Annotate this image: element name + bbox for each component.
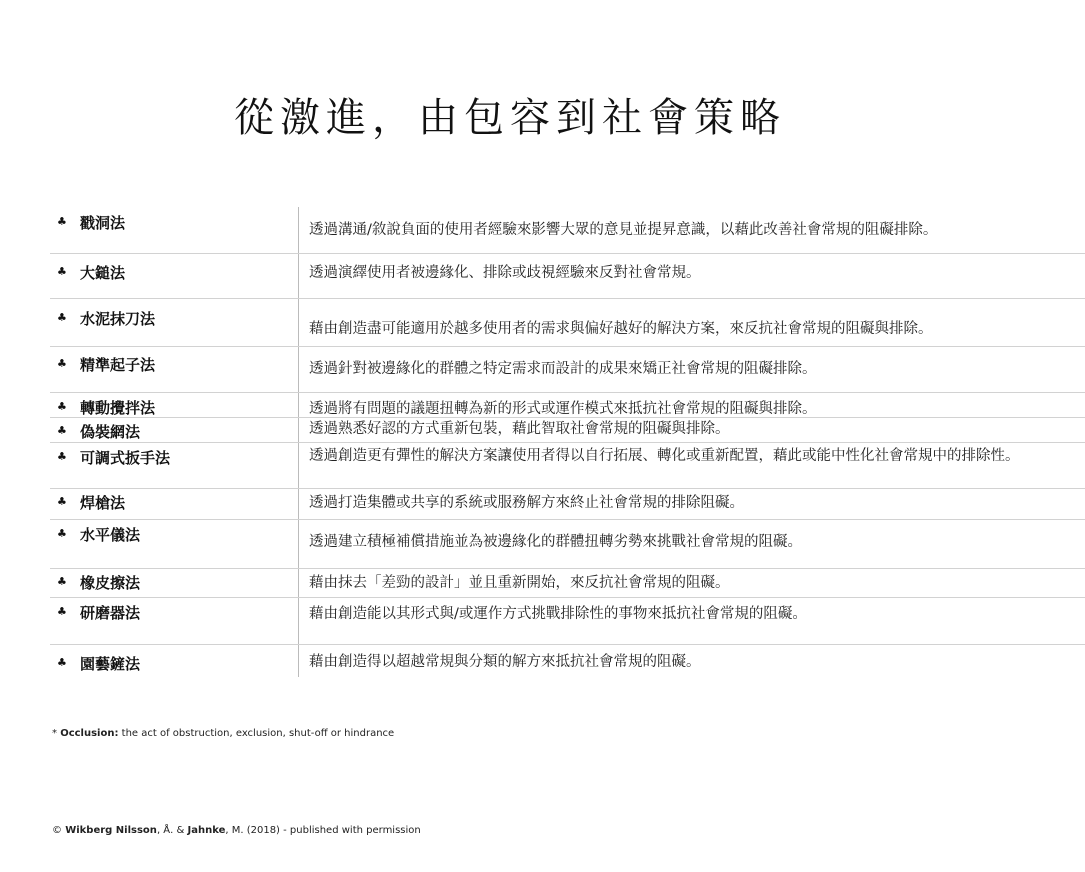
table-row <box>50 489 1085 520</box>
table-row <box>50 254 1085 299</box>
strategy-name: 大鎚法 <box>80 264 126 282</box>
club-bullet-icon: ♣ <box>57 215 67 228</box>
strategy-cell <box>50 418 298 442</box>
strategy-cell <box>50 393 298 417</box>
description-cell <box>298 569 1085 597</box>
strategy-name: 精準起子法 <box>80 356 156 374</box>
strategy-cell <box>50 569 298 597</box>
table-row <box>50 207 1085 254</box>
description-cell <box>298 489 1085 519</box>
table-row <box>50 569 1085 598</box>
strategy-description: 藉由創造得以超越常規與分類的解方來抵抗社會常規的阻礙。 <box>309 654 701 670</box>
table-row <box>50 598 1085 645</box>
description-cell <box>298 520 1085 568</box>
strategy-cell <box>50 347 298 392</box>
club-bullet-icon: ♣ <box>57 265 67 278</box>
page-title: 從激進，由包容到社會策略 <box>234 95 786 141</box>
strategy-description: 藉由創造能以其形式與/或運作方式挑戰排除性的事物來抵抗社會常規的阻礙。 <box>309 606 807 622</box>
copyright-symbol: © <box>52 825 62 836</box>
club-bullet-icon: ♣ <box>57 450 67 463</box>
strategy-name: 焊槍法 <box>80 494 126 512</box>
strategy-name: 園藝鏟法 <box>80 655 141 673</box>
club-bullet-icon: ♣ <box>57 495 67 508</box>
strategy-description: 藉由抹去「差勁的設計」並且重新開始，來反抗社會常規的阻礙。 <box>309 575 730 591</box>
club-bullet-icon: ♣ <box>57 357 67 370</box>
strategy-description: 透過熟悉好認的方式重新包裝，藉此智取社會常規的阻礙與排除。 <box>309 421 730 437</box>
strategy-description: 透過將有問題的議題扭轉為新的形式或運作模式來抵抗社會常規的阻礙與排除。 <box>309 401 817 417</box>
description-cell <box>298 418 1085 442</box>
strategy-description: 藉由創造盡可能適用於越多使用者的需求與偏好越好的解決方案，來反抗社會常規的阻礙與排除。 <box>309 321 933 337</box>
footnote-term: Occlusion: <box>60 728 119 739</box>
description-cell <box>298 299 1085 346</box>
club-bullet-icon: ♣ <box>57 605 67 618</box>
footnote <box>52 728 394 739</box>
footnote-text: the act of obstruction, exclusion, shut-off or hindrance <box>118 728 395 739</box>
strategy-name: 水平儀法 <box>80 526 141 544</box>
description-cell <box>298 443 1085 488</box>
description-cell <box>298 645 1085 677</box>
strategy-description: 透過演繹使用者被邊緣化、排除或歧視經驗來反對社會常規。 <box>309 265 701 281</box>
club-bullet-icon: ♣ <box>57 527 67 540</box>
description-cell <box>298 598 1085 644</box>
table-row <box>50 418 1085 443</box>
strategy-cell <box>50 207 298 253</box>
strategy-name: 可調式扳手法 <box>80 449 171 467</box>
description-cell <box>298 393 1085 417</box>
strategy-table <box>50 207 1085 677</box>
credit-line <box>52 825 421 836</box>
club-bullet-icon: ♣ <box>57 400 67 413</box>
table-row <box>50 299 1085 347</box>
credit-author-2: Jahnke <box>187 825 226 836</box>
strategy-name: 轉動攪拌法 <box>80 399 156 417</box>
table-row <box>50 443 1085 489</box>
club-bullet-icon: ♣ <box>57 656 67 669</box>
club-bullet-icon: ♣ <box>57 311 67 324</box>
strategy-name: 戳洞法 <box>80 214 126 232</box>
strategy-description: 透過創造更有彈性的解決方案讓使用者得以自行拓展、轉化或重新配置，藉此或能中性化社會常規中的排除性。 <box>309 448 1020 464</box>
strategy-cell <box>50 443 298 488</box>
description-cell <box>298 254 1085 298</box>
credit-author-1: Wikberg Nilsson <box>65 825 157 836</box>
table-row <box>50 347 1085 393</box>
strategy-cell <box>50 598 298 644</box>
description-cell <box>298 207 1085 253</box>
strategy-cell <box>50 299 298 346</box>
table-row <box>50 393 1085 418</box>
strategy-description: 透過針對被邊緣化的群體之特定需求而設計的成果來矯正社會常規的阻礙排除。 <box>309 361 817 377</box>
strategy-name: 水泥抹刀法 <box>80 310 156 328</box>
credit-initials-1: , Å. & <box>156 825 188 836</box>
strategy-name: 偽裝網法 <box>80 423 141 441</box>
credit-rest: , M. (2018) - published with permission <box>225 825 421 836</box>
strategy-description: 透過溝通/敘說負面的使用者經驗來影響大眾的意見並提昇意識，以藉此改善社會常規的阻礙排除。 <box>309 222 938 238</box>
strategy-name: 橡皮擦法 <box>80 574 141 592</box>
strategy-name: 研磨器法 <box>80 604 141 622</box>
strategy-cell <box>50 520 298 568</box>
strategy-cell <box>50 489 298 519</box>
club-bullet-icon: ♣ <box>57 575 67 588</box>
club-bullet-icon: ♣ <box>57 424 67 437</box>
table-row <box>50 520 1085 569</box>
footnote-asterisk: * <box>52 728 61 739</box>
description-cell <box>298 347 1085 392</box>
table-row <box>50 645 1085 677</box>
strategy-description: 透過建立積極補償措施並為被邊緣化的群體扭轉劣勢來挑戰社會常規的阻礙。 <box>309 534 802 550</box>
strategy-cell <box>50 254 298 298</box>
strategy-cell <box>50 645 298 677</box>
strategy-description: 透過打造集體或共享的系統或服務解方來終止社會常規的排除阻礙。 <box>309 495 744 511</box>
